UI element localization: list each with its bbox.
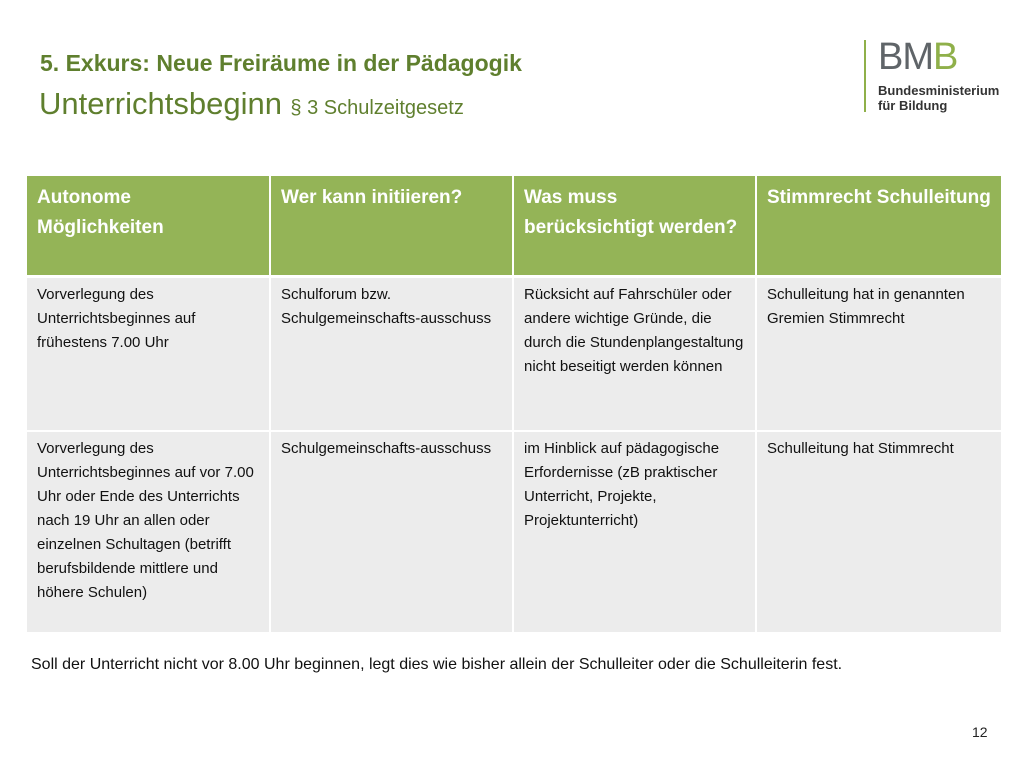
logo-text — [878, 83, 999, 113]
logo-mark-b: B — [878, 36, 903, 78]
table-cell: im Hinblick auf pädagogische Erfordernisse (zB praktischer Unterricht, Projekte, Projektunterricht) — [514, 432, 757, 634]
slide-title-main: Unterrichtsbeginn — [39, 86, 282, 121]
slide-title-section: 5. Exkurs: Neue Freiräume in der Pädagogik — [40, 50, 522, 76]
page-number: 12 — [972, 724, 988, 740]
bmb-logo — [864, 36, 1014, 115]
header-initiator: Wer kann initiieren? — [271, 176, 514, 278]
table-row — [27, 432, 1001, 634]
logo-mark — [878, 36, 957, 79]
table-cell: Schulleitung hat Stimmrecht — [757, 432, 1001, 634]
footnote: Soll der Unterricht nicht vor 8.00 Uhr beginnen, legt dies wie bisher allein der Schulleiter oder die Schulleiterin fest. — [31, 656, 843, 673]
header-considerations: Was muss berücksichtigt werden? — [514, 176, 757, 278]
table-cell: Schulgemeinschafts-ausschuss — [271, 432, 514, 634]
logo-mark-b-green: B — [933, 36, 958, 78]
table-cell: Schulforum bzw. Schulgemeinschafts-ausschuss — [271, 278, 514, 432]
table-cell: Schulleitung hat in genannten Gremien Stimmrecht — [757, 278, 1001, 432]
slide-title-law: § 3 Schulzeitgesetz — [290, 97, 464, 119]
table-cell: Rücksicht auf Fahrschüler oder andere wichtige Gründe, die durch die Stundenplangestaltung nicht beseitigt werden können — [514, 278, 757, 432]
logo-divider — [864, 40, 866, 112]
table-row — [27, 278, 1001, 432]
schedule-table — [27, 176, 1001, 634]
table-cell: Vorverlegung des Unterrichtsbeginnes auf frühestens 7.00 Uhr — [27, 278, 271, 432]
table-cell: Vorverlegung des Unterrichtsbeginnes auf vor 7.00 Uhr oder Ende des Unterrichts nach 19 Uhr an allen oder einzelnen Schultagen (betrifft berufsbildende mittlere und höhere Schulen) — [27, 432, 271, 634]
slide-title — [39, 86, 464, 122]
logo-text-line2: für Bildung — [878, 98, 948, 113]
logo-mark-m: M — [902, 36, 934, 78]
logo-text-line1: Bundesministerium — [878, 83, 1000, 98]
table-header-row — [27, 176, 1001, 278]
header-autonomous-options: Autonome Möglichkeiten — [27, 176, 271, 278]
header-voting-right: Stimmrecht Schulleitung — [757, 176, 1001, 278]
